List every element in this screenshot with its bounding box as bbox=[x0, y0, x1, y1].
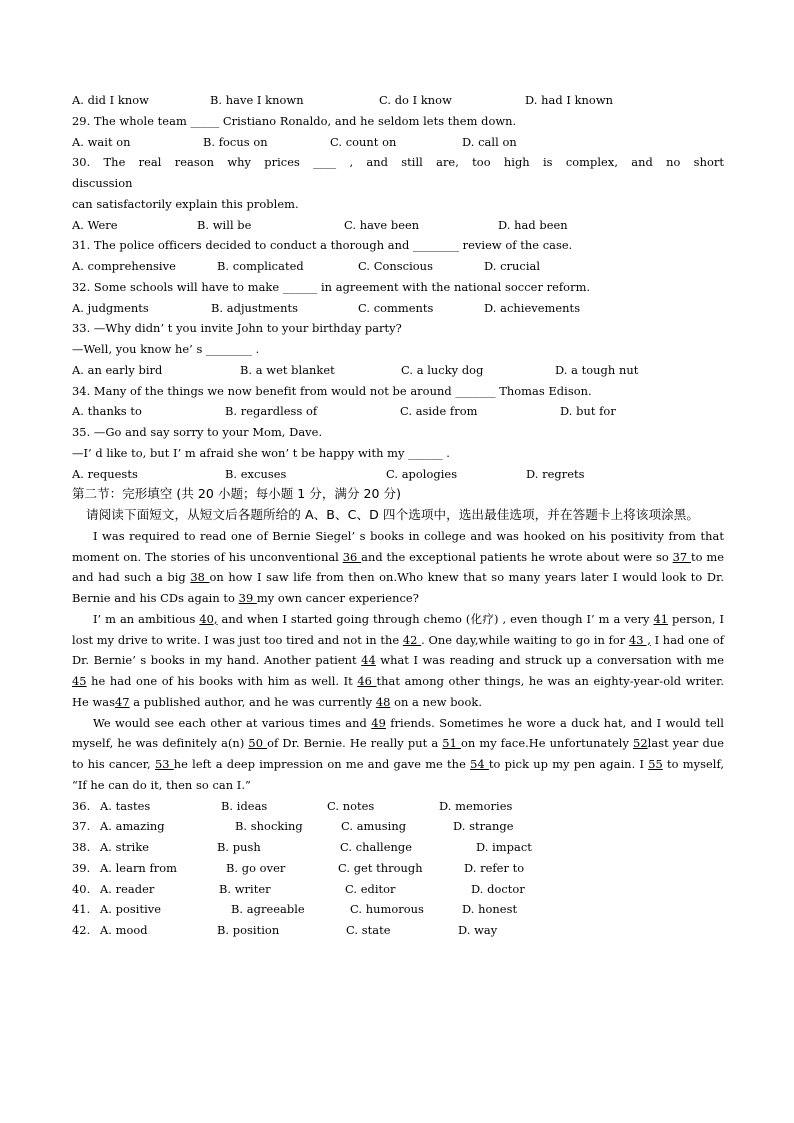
option: B. a wet blanket bbox=[240, 362, 335, 377]
option: B. push bbox=[217, 840, 261, 854]
q30-stem-line2: discussion bbox=[72, 176, 133, 190]
passage-text: I was required to read one of Bernie Siegel’ s books in college and was hooked on his positivity from that moment on. The stories of his unconventional bbox=[72, 528, 724, 564]
passage-text: and the exceptional patients he wrote about were so bbox=[361, 549, 673, 564]
option: B. ideas bbox=[221, 798, 268, 813]
option: C. challenge bbox=[340, 840, 413, 854]
option: B. writer bbox=[219, 881, 271, 896]
option: C. a lucky dog bbox=[401, 362, 484, 377]
cloze-option-row bbox=[72, 879, 724, 900]
cloze-option-row bbox=[72, 899, 724, 920]
q29-stem: 29. The whole team _____ Cristiano Ronaldo, and he seldom lets them down. bbox=[72, 113, 517, 128]
option: A. an early bird bbox=[72, 362, 163, 377]
option: B. will be bbox=[197, 217, 252, 232]
option: C. editor bbox=[345, 881, 396, 896]
option: B. excuses bbox=[225, 466, 287, 481]
q32-stem: 32. Some schools will have to make ______ in agreement with the national soccer reform. bbox=[72, 279, 591, 294]
passage-text: on my face.He unfortunately bbox=[460, 736, 634, 751]
blank-number: 46 bbox=[357, 674, 377, 688]
passage-text: to me and had such a big bbox=[72, 549, 725, 585]
q31-options bbox=[72, 256, 724, 277]
option: D. crucial bbox=[484, 259, 541, 273]
passage-text: person, I lost my drive to write. I was just too tired and not in the bbox=[72, 611, 724, 647]
option: C. state bbox=[346, 923, 391, 937]
q35-stem-line1: 35. —Go and say sorry to your Mom, Dave. bbox=[72, 425, 323, 439]
section-heading: 第二节：完形填空 (共 20 小题；每小题 1 分，满分 20 分) bbox=[72, 486, 402, 502]
option: A. Were bbox=[72, 217, 118, 232]
question-number: 40. bbox=[72, 881, 91, 896]
option: B. have I known bbox=[210, 93, 304, 107]
question-number: 41. bbox=[72, 902, 91, 917]
option: B. focus on bbox=[203, 134, 268, 149]
passage-text: on a new book. bbox=[390, 694, 482, 709]
passage-text: and when I started going through chemo (化疗) , even though I’ m a very bbox=[217, 611, 654, 626]
blank-number: 47 bbox=[114, 694, 130, 709]
blank-number: 54 bbox=[470, 757, 489, 771]
passage-paragraph-1 bbox=[72, 526, 724, 609]
option: D. doctor bbox=[471, 881, 525, 896]
option: C. apologies bbox=[386, 466, 458, 481]
option: C. count on bbox=[330, 134, 397, 149]
option: A. thanks to bbox=[72, 404, 142, 419]
cloze-option-row bbox=[72, 858, 724, 879]
blank-number: 39 bbox=[238, 591, 257, 605]
blank-number: 53 bbox=[154, 757, 174, 771]
option: C. Conscious bbox=[358, 259, 433, 273]
option: D. but for bbox=[560, 404, 616, 419]
option: A. comprehensive bbox=[72, 259, 176, 273]
blank-number: 51 bbox=[442, 736, 461, 751]
blank-number: 55 bbox=[648, 757, 663, 771]
blank-number: 37 bbox=[672, 549, 692, 564]
option: D. achievements bbox=[484, 300, 581, 315]
passage-text: to myself, “If he can do it, then so can I.” bbox=[72, 757, 725, 792]
passage-paragraph-3 bbox=[72, 713, 724, 796]
q30-stem-line3: can satisfactorily explain this problem. bbox=[72, 196, 299, 211]
passage-text: I’ m an ambitious bbox=[93, 611, 200, 626]
q29-options bbox=[72, 132, 724, 153]
option: A. strike bbox=[100, 840, 150, 854]
exam-page bbox=[72, 90, 724, 941]
passage-text: what I was reading and struck up a conversation with me bbox=[375, 653, 724, 668]
option: A. amazing bbox=[100, 819, 165, 834]
blank-number: 45 bbox=[72, 674, 87, 688]
option: D. call on bbox=[462, 134, 517, 149]
blank-number: 48 bbox=[375, 694, 391, 709]
q33-options bbox=[72, 360, 724, 381]
option: A. mood bbox=[100, 923, 148, 937]
option: B. shocking bbox=[235, 819, 303, 834]
q32-options bbox=[72, 298, 724, 319]
passage-text: . One day,while waiting to go in for bbox=[421, 632, 629, 647]
q35-stem-line2: —I’ d like to, but I’ m afraid she won’ t be happy with my ______ . bbox=[72, 445, 450, 460]
option: B. agreeable bbox=[231, 902, 305, 917]
q34-options bbox=[72, 401, 724, 422]
passage-text: he left a deep impression on me and gave me the bbox=[173, 757, 471, 771]
passage-text: that among other things, he was an eighty-year-old writer. He was bbox=[72, 674, 725, 709]
option: A. requests bbox=[72, 466, 138, 481]
option: D. had I known bbox=[525, 93, 614, 107]
option: C. have been bbox=[344, 217, 420, 232]
passage-text: a published author, and he was currently bbox=[129, 694, 376, 709]
question-number: 37. bbox=[72, 819, 91, 834]
option: A. did I know bbox=[72, 93, 149, 107]
option: D. honest bbox=[462, 902, 518, 917]
cloze-option-row bbox=[72, 816, 724, 837]
passage-text: of Dr. Bernie. He really put a bbox=[267, 736, 443, 751]
option: C. humorous bbox=[350, 902, 424, 917]
option: A. judgments bbox=[72, 300, 149, 315]
passage-text: We would see each other at various times and bbox=[93, 715, 372, 730]
q28-options bbox=[72, 90, 724, 111]
cloze-option-row bbox=[72, 920, 724, 941]
option: C. comments bbox=[358, 300, 434, 315]
option: B. position bbox=[217, 923, 280, 937]
blank-number: 43 , bbox=[628, 632, 651, 647]
passage-text: friends. Sometimes he wore a duck hat, and I would tell myself, he was definitely a(n) bbox=[72, 715, 724, 751]
question-number: 39. bbox=[72, 860, 91, 875]
q30-options bbox=[72, 215, 724, 236]
passage-text: I had one of Dr. Bernie’ s books in my hand. Another patient bbox=[72, 632, 725, 668]
q31-stem: 31. The police officers decided to conduct a thorough and ________ review of the case. bbox=[72, 238, 573, 253]
option: D. regrets bbox=[526, 466, 585, 481]
passage-text: on how I saw life from then on.Who knew that so many years later I would look to Dr. Bernie and his CDs again to bbox=[72, 570, 724, 605]
blank-number: 49 bbox=[371, 715, 386, 730]
question-number: 36. bbox=[72, 798, 91, 813]
passage-text: he had one of his books with him as well. It bbox=[86, 674, 358, 688]
question-number: 38. bbox=[72, 840, 91, 854]
passage-paragraph-2 bbox=[72, 609, 724, 713]
question-number: 42. bbox=[72, 923, 91, 937]
passage-text: to pick up my pen again. I bbox=[488, 757, 649, 771]
q34-stem: 34. Many of the things we now benefit from would not be around _______ Thomas Edison. bbox=[72, 383, 592, 398]
option: C. amusing bbox=[341, 819, 407, 834]
q33-stem-line2: —Well, you know he’ s ________ . bbox=[72, 342, 260, 356]
passage-text: last year due to his cancer, bbox=[72, 736, 725, 771]
option: C. get through bbox=[338, 860, 423, 875]
blank-number: 38 bbox=[190, 570, 210, 585]
option: D. a tough nut bbox=[555, 362, 639, 377]
option: B. regardless of bbox=[225, 404, 318, 419]
option: C. notes bbox=[327, 798, 375, 813]
blank-number: 44 bbox=[361, 653, 376, 668]
cloze-option-row bbox=[72, 796, 724, 817]
option: A. learn from bbox=[100, 860, 178, 875]
blank-number: 50 bbox=[248, 736, 268, 751]
option: A. positive bbox=[100, 902, 162, 917]
cloze-options-list bbox=[72, 796, 724, 941]
option: C. aside from bbox=[400, 404, 478, 419]
option: D. had been bbox=[498, 217, 568, 232]
passage-text: my own cancer experience? bbox=[256, 591, 419, 605]
option: A. wait on bbox=[72, 134, 131, 149]
option: A. reader bbox=[100, 881, 155, 896]
q30-stem-line1: 30. The real reason why prices ____ , and still are, too high is complex, and no short bbox=[72, 155, 724, 170]
option: D. strange bbox=[453, 819, 514, 834]
blank-number: 40, bbox=[199, 611, 218, 626]
q33-stem-line1: 33. —Why didn’ t you invite John to your birthday party? bbox=[72, 321, 402, 336]
blank-number: 52 bbox=[633, 736, 648, 751]
option: B. complicated bbox=[217, 259, 304, 273]
cloze-option-row bbox=[72, 837, 724, 858]
option: C. do I know bbox=[379, 93, 452, 107]
blank-number: 41 bbox=[653, 611, 669, 626]
option: D. way bbox=[458, 923, 498, 937]
section-instructions: 请阅读下面短文，从短文后各题所给的 A、B、C、D 四个选项中，选出最佳选项，并在答题卡上将该项涂黑。 bbox=[86, 507, 700, 522]
option: D. impact bbox=[476, 840, 532, 854]
option: D. memories bbox=[439, 798, 513, 813]
option: B. go over bbox=[226, 860, 286, 875]
blank-number: 36 bbox=[342, 549, 362, 564]
blank-number: 42 bbox=[402, 632, 422, 647]
q35-options bbox=[72, 464, 724, 485]
option: D. refer to bbox=[464, 860, 525, 875]
option: B. adjustments bbox=[211, 300, 298, 315]
option: A. tastes bbox=[100, 798, 151, 813]
